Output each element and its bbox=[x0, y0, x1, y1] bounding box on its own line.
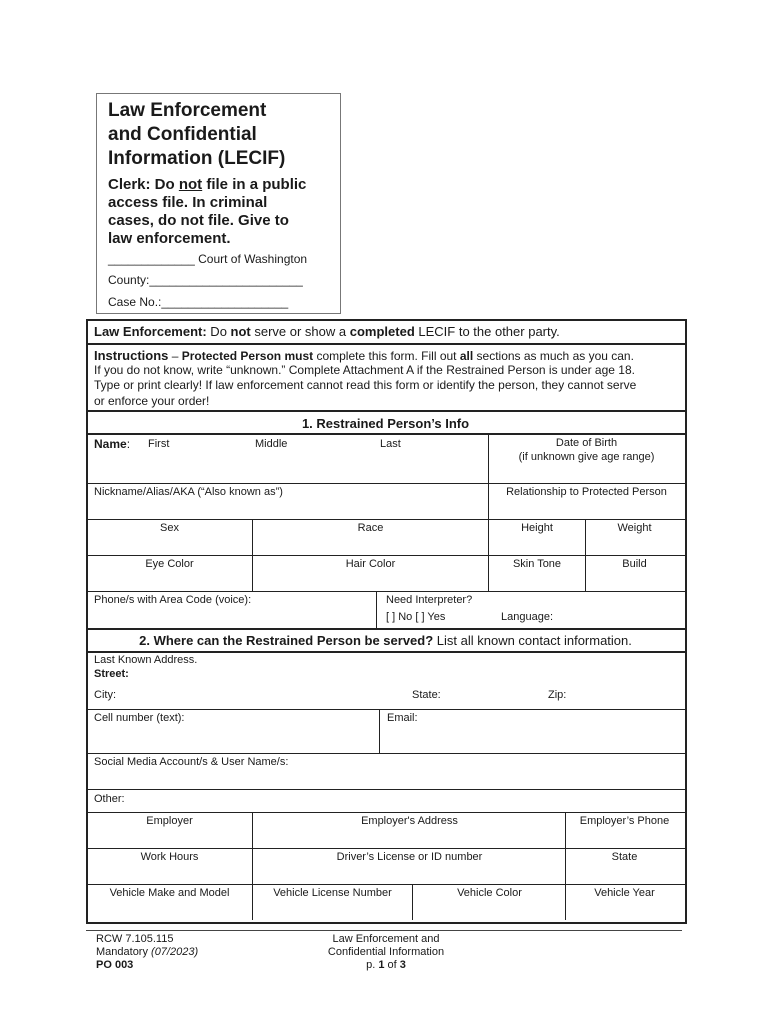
name-label-bold: Name bbox=[94, 437, 127, 451]
le-bold1: Law Enforcement: bbox=[94, 324, 207, 339]
employer-field[interactable]: Employer bbox=[146, 815, 193, 827]
instr-bold: Instructions bbox=[94, 348, 169, 363]
divider bbox=[86, 591, 685, 592]
le-bold3: completed bbox=[349, 324, 415, 339]
clerk-note-pre: Clerk: Do bbox=[108, 176, 179, 193]
divider bbox=[86, 812, 685, 813]
street-field[interactable]: Street: bbox=[94, 668, 129, 680]
divider bbox=[86, 753, 685, 754]
relationship-field[interactable]: Relationship to Protected Person bbox=[506, 486, 667, 498]
page-total: 3 bbox=[399, 959, 406, 971]
case-blank[interactable]: ___________________ bbox=[161, 295, 289, 309]
section2-title-bold: 2. Where can the Restrained Person be served? bbox=[139, 633, 434, 648]
interpreter-checkboxes[interactable]: [ ] No [ ] Yes bbox=[386, 611, 446, 623]
divider bbox=[488, 433, 489, 519]
divider bbox=[565, 812, 566, 920]
middle-name-field[interactable]: Middle bbox=[255, 438, 288, 450]
instructions-line3: Type or print clearly! If law enforcement cannot read this form or identify the person, they cannot serve bbox=[94, 378, 637, 392]
work-hours-field[interactable]: Work Hours bbox=[140, 851, 199, 863]
divider bbox=[86, 848, 685, 849]
cell-number-field[interactable]: Cell number (text): bbox=[94, 712, 185, 724]
drivers-license-field[interactable]: Driver’s License or ID number bbox=[336, 851, 483, 863]
divider bbox=[86, 483, 685, 484]
form-title-line1: Law Enforcement bbox=[108, 100, 267, 121]
page-num: 1 bbox=[378, 959, 385, 971]
divider bbox=[86, 884, 685, 885]
dob-note: (if unknown give age range) bbox=[518, 451, 655, 463]
zip-field[interactable]: Zip: bbox=[548, 689, 567, 701]
case-line bbox=[108, 295, 288, 309]
dob-field[interactable]: Date of Birth bbox=[555, 437, 618, 449]
divider bbox=[86, 709, 685, 710]
instructions-line4: or enforce your order! bbox=[94, 394, 210, 408]
instructions-line1 bbox=[94, 348, 634, 363]
instr-all: all bbox=[459, 349, 474, 363]
first-name-field[interactable]: First bbox=[148, 438, 170, 450]
footer-page-number bbox=[286, 959, 486, 971]
law-enforcement-notice bbox=[94, 324, 560, 339]
divider bbox=[86, 789, 685, 790]
divider bbox=[376, 591, 377, 628]
vehicle-year-field[interactable]: Vehicle Year bbox=[594, 887, 655, 899]
name-label bbox=[94, 437, 130, 451]
phones-field[interactable]: Phone/s with Area Code (voice): bbox=[94, 594, 252, 606]
page-mid: of bbox=[384, 959, 400, 971]
divider bbox=[86, 555, 685, 556]
footer-form-number: PO 003 bbox=[96, 959, 134, 971]
court-label: Court of Washington bbox=[194, 252, 308, 266]
footer-center-line1: Law Enforcement and bbox=[332, 933, 440, 945]
county-label: County: bbox=[108, 273, 150, 287]
race-field[interactable]: Race bbox=[357, 522, 384, 534]
form-title-line3: Information (LECIF) bbox=[108, 148, 286, 169]
last-name-field[interactable]: Last bbox=[380, 438, 401, 450]
instructions-line2: If you do not know, write “unknown.” Complete Attachment A if the Restrained Person is under age 18. bbox=[94, 363, 635, 377]
divider bbox=[86, 410, 685, 412]
divider bbox=[86, 519, 685, 520]
instr-rest: complete this form. Fill out bbox=[313, 349, 460, 363]
le-t1: Do bbox=[206, 324, 231, 339]
instr-end: sections as much as you can. bbox=[473, 349, 634, 363]
clerk-note-not: not bbox=[178, 176, 203, 193]
other-field[interactable]: Other: bbox=[94, 793, 125, 805]
employer-phone-field[interactable]: Employer’s Phone bbox=[579, 815, 670, 827]
build-field[interactable]: Build bbox=[622, 558, 647, 570]
footer-mandatory bbox=[96, 946, 198, 958]
name-colon: : bbox=[126, 437, 131, 451]
le-t2: serve or show a bbox=[250, 324, 350, 339]
vehicle-license-field[interactable]: Vehicle License Number bbox=[273, 887, 392, 899]
social-media-field[interactable]: Social Media Account/s & User Name/s: bbox=[94, 756, 289, 768]
interpreter-label: Need Interpreter? bbox=[386, 594, 473, 606]
section1-title: 1. Restrained Person’s Info bbox=[301, 416, 470, 431]
section2-title bbox=[86, 633, 685, 648]
footer-mandatory-label: Mandatory bbox=[96, 946, 152, 958]
sex-field[interactable]: Sex bbox=[160, 522, 179, 534]
clerk-note-line1 bbox=[108, 176, 306, 193]
divider bbox=[86, 343, 685, 345]
form-title-line2: and Confidential bbox=[108, 124, 257, 145]
last-known-address-label: Last Known Address. bbox=[94, 654, 198, 666]
page-pre: p. bbox=[366, 959, 379, 971]
footer-center-line2: Confidential Information bbox=[327, 946, 445, 958]
clerk-note-line2: access file. In criminal bbox=[108, 194, 268, 211]
license-state-field[interactable]: State bbox=[611, 851, 638, 863]
le-bold2: not bbox=[230, 324, 251, 339]
clerk-note-line4: law enforcement. bbox=[108, 230, 231, 247]
vehicle-color-field[interactable]: Vehicle Color bbox=[457, 887, 522, 899]
clerk-note-post: file in a public bbox=[202, 176, 307, 193]
footer-rule bbox=[86, 930, 682, 931]
footer-mandatory-date: (07/2023) bbox=[151, 946, 199, 958]
section2-title-rest: List all known contact information. bbox=[433, 633, 632, 648]
city-field[interactable]: City: bbox=[94, 689, 116, 701]
divider bbox=[86, 433, 685, 435]
clerk-note-line3: cases, do not file. Give to bbox=[108, 212, 289, 229]
weight-field[interactable]: Weight bbox=[617, 522, 652, 534]
instr-bold2: Protected Person must bbox=[181, 349, 314, 363]
email-field[interactable]: Email: bbox=[387, 712, 418, 724]
eye-color-field[interactable]: Eye Color bbox=[145, 558, 194, 570]
instr-dash: – bbox=[168, 349, 182, 363]
divider bbox=[86, 651, 685, 653]
language-field[interactable]: Language: bbox=[501, 611, 553, 623]
height-field[interactable]: Height bbox=[521, 522, 553, 534]
footer-rcw: RCW 7.105.115 bbox=[96, 933, 174, 945]
le-t3: LECIF to the other party. bbox=[414, 324, 560, 339]
divider bbox=[379, 709, 380, 753]
county-line bbox=[108, 273, 303, 287]
employer-address-field[interactable]: Employer's Address bbox=[361, 815, 458, 827]
divider bbox=[86, 628, 685, 630]
nickname-field[interactable]: Nickname/Alias/AKA (“Also known as”) bbox=[94, 486, 283, 498]
case-label: Case No.: bbox=[108, 295, 162, 309]
court-blank[interactable]: _____________ bbox=[108, 252, 195, 266]
county-blank[interactable]: _______________________ bbox=[149, 273, 303, 287]
court-line bbox=[108, 252, 307, 266]
skin-tone-field[interactable]: Skin Tone bbox=[512, 558, 562, 570]
state-field[interactable]: State: bbox=[412, 689, 441, 701]
hair-color-field[interactable]: Hair Color bbox=[345, 558, 396, 570]
divider bbox=[252, 812, 253, 920]
vehicle-make-field[interactable]: Vehicle Make and Model bbox=[109, 887, 230, 899]
